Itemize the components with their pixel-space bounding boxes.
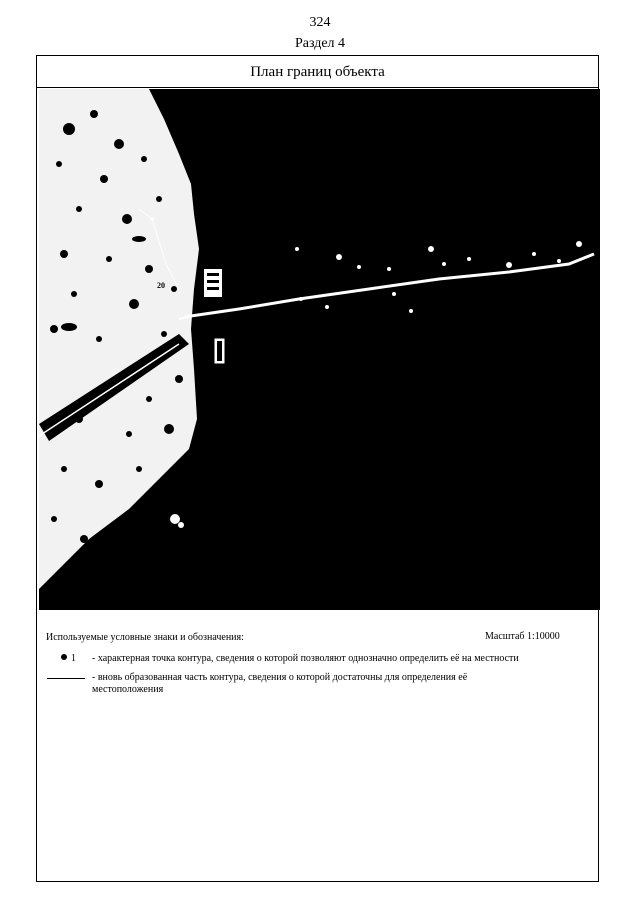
solid-line-icon — [47, 678, 85, 679]
legend-line-description: - вновь образованная часть контура, сведения о которой достаточны для определения её местоположения — [92, 672, 468, 695]
legend-title: Используемые условные знаки и обозначения: — [46, 632, 244, 643]
aerial-map[interactable] — [39, 89, 600, 610]
boundary-point-label: 20 — [157, 281, 165, 290]
page-number: 324 — [309, 15, 331, 30]
plan-title: План границ объекта — [37, 56, 598, 88]
legend-point-description: - характерная точка контура, сведения о которой позволяют однозначно определить её на местности — [92, 653, 519, 664]
scale-label: Масштаб 1:10000 — [485, 631, 560, 642]
plan-frame — [36, 55, 599, 882]
section-title: Раздел 4 — [294, 36, 346, 51]
aerial-map-image — [39, 89, 600, 610]
black-dot-icon — [61, 654, 67, 660]
legend-symbol-point — [61, 653, 76, 665]
legend-point-number: 1 — [71, 653, 76, 664]
